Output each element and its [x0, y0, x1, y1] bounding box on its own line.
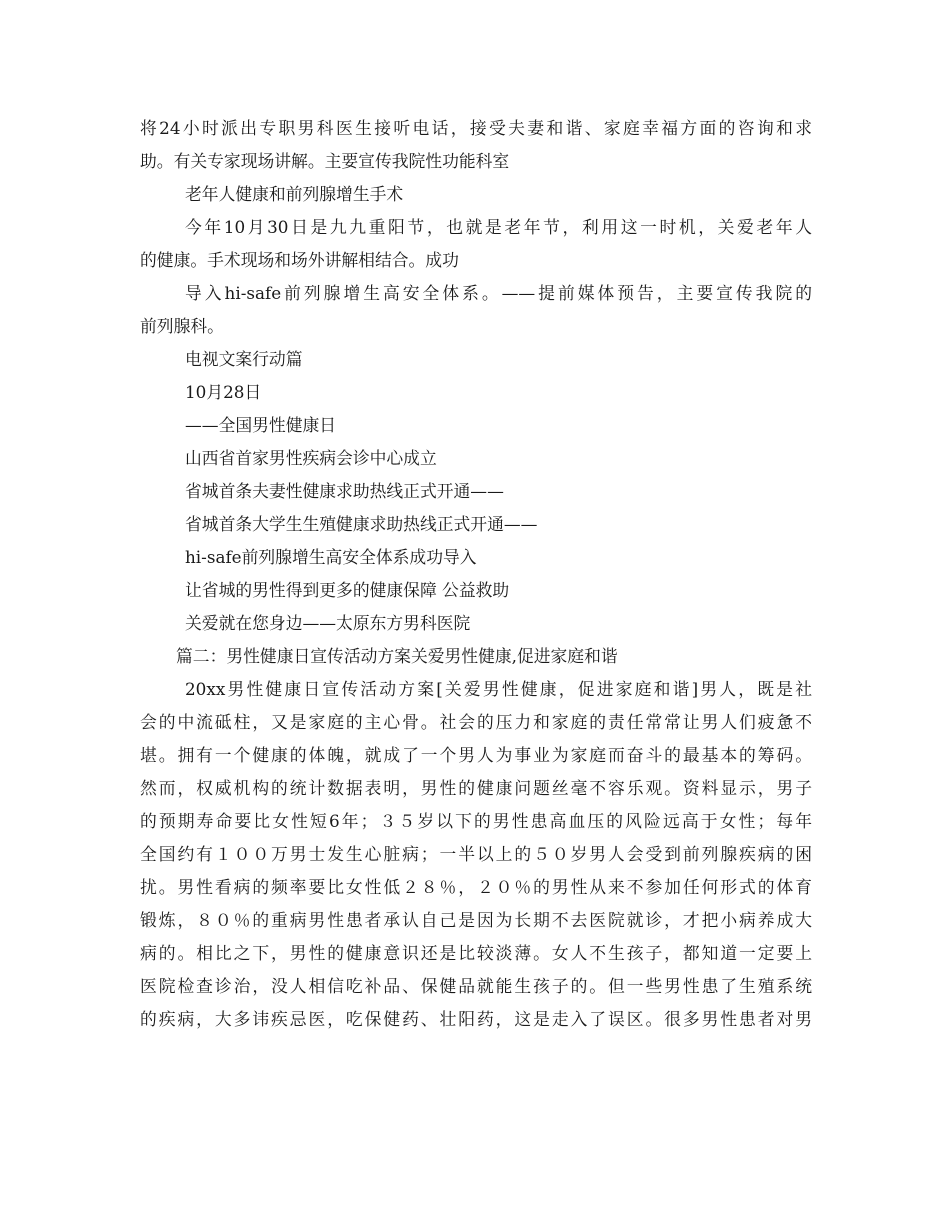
paragraph-line: 的预期寿命要比女性短6年；３５岁以下的男性患高血压的风险远高于女性；每年	[140, 811, 812, 831]
paragraph-line: 医院检查诊治，没人相信吃补品、保健品就能生孩子的。但一些男性患了生殖系统	[140, 976, 812, 996]
section-heading: 电视文案行动篇	[185, 349, 303, 369]
paragraph-line: 的疾病，大多讳疾忌医，吃保健药、壮阳药，这是走入了误区。很多男性患者对男	[140, 1009, 812, 1029]
date-line: 10月28日	[185, 382, 262, 402]
paragraph-line: 全国约有１００万男士发生心脏病；一半以上的５０岁男人会受到前列腺疾病的困	[140, 844, 812, 864]
list-item: ——全国男性健康日	[185, 415, 337, 435]
paragraph-line: 将24小时派出专职男科医生接听电话，接受夫妻和谐、家庭幸福方面的咨询和求	[140, 118, 812, 138]
paragraph-line: 扰。男性看病的频率要比女性低２８％，２０％的男性从来不参加任何形式的体育	[140, 877, 812, 897]
section-heading: 老年人健康和前列腺增生手术	[185, 184, 404, 204]
paragraph-line: 堪。拥有一个健康的体魄，就成了一个男人为事业为家庭而奋斗的最基本的筹码。	[140, 745, 812, 765]
paragraph-line: 前列腺科。	[140, 316, 224, 336]
list-item: 让省城的男性得到更多的健康保障 公益救助	[185, 580, 510, 600]
list-item: 省城首条大学生生殖健康求助热线正式开通——	[185, 514, 538, 534]
paragraph-line: 的健康。手术现场和场外讲解相结合。成功	[140, 250, 459, 270]
paragraph-line: 助。有关专家现场讲解。主要宣传我院性功能科室	[140, 151, 510, 171]
list-item: 关爱就在您身边——太原东方男科医院	[185, 613, 471, 633]
paragraph-line: 会的中流砥柱，又是家庭的主心骨。社会的压力和家庭的责任常常让男人们疲惫不	[140, 712, 812, 732]
paragraph-line: 20xx男性健康日宣传活动方案[关爱男性健康，促进家庭和谐]男人，既是社	[185, 679, 812, 699]
paragraph-line: 导入hi-safe前列腺增生高安全体系。——提前媒体预告，主要宣传我院的	[185, 283, 812, 303]
section-title: 篇二：男性健康日宣传活动方案关爱男性健康,促进家庭和谐	[176, 646, 618, 666]
list-item: hi-safe前列腺增生高安全体系成功导入	[185, 547, 477, 567]
paragraph-line: 锻炼，８０％的重病男性患者承认自己是因为长期不去医院就诊，才把小病养成大	[140, 910, 812, 930]
paragraph-line: 病的。相比之下，男性的健康意识还是比较淡薄。女人不生孩子，都知道一定要上	[140, 943, 812, 963]
list-item: 省城首条夫妻性健康求助热线正式开通——	[185, 481, 504, 501]
paragraph-line: 然而，权威机构的统计数据表明，男性的健康问题丝毫不容乐观。资料显示，男子	[140, 778, 812, 798]
paragraph-line: 今年10月30日是九九重阳节，也就是老年节，利用这一时机，关爱老年人	[185, 217, 812, 237]
list-item: 山西省首家男性疾病会诊中心成立	[185, 448, 437, 468]
